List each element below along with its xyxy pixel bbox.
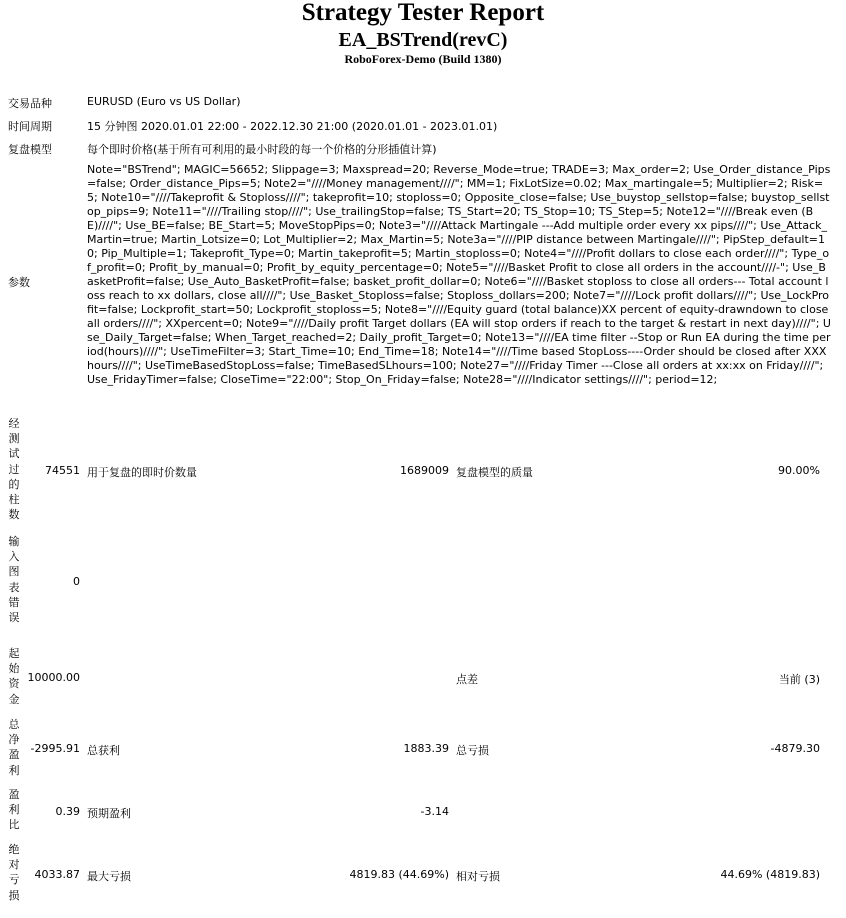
broker-build: RoboForex-Demo (Build 1380) <box>344 52 502 66</box>
spread-value: 当前 (3) <box>778 673 820 686</box>
bars-label: 经测试过的柱数 <box>8 417 20 522</box>
netprofit-value: -2995.91 <box>30 742 80 755</box>
ticks-label: 用于复盘的即时价数量 <box>87 466 197 479</box>
mismatch-value: 0 <box>73 575 80 588</box>
payoff-label: 预期盈利 <box>87 807 131 820</box>
spread-label: 点差 <box>456 673 478 686</box>
reldd-value: 44.69% (4819.83) <box>720 868 820 881</box>
model-value: 每个即时价格(基于所有可利用的最小时段的每一个价格的分形插值计算) <box>87 143 437 156</box>
absdd-label: 绝对亏损 <box>8 843 20 902</box>
bars-value: 74551 <box>45 464 80 477</box>
params-value: Note="BSTrend"; MAGIC=56652; Slippage=3; Maxspread=20; Reverse_Mode=true; TRADE=3; Max_order=2; Use_Order_distance_Pips=false; Order_distance_Pips=5; Note2="////Money management////"; MM=1; FixLotSize=0.02; Max_martingale=5; Multiplier=2; Risk=5; Note10="////Takeprofit & Stoploss////"; takeprofit=10; stoploss=0; Opposite_close=false; Use_buystop_sellstop=false; buystop_sellstop_pips=9; Note11="////Trailing stop////"; Use_trailingStop=false; TS_Start=20; TS_Stop=10; TS_Step=5; Note12="////Break even (BE)////"; Use_BE=false; BE_Start=5; MoveStopPips=0; Note3="////Attack Martingale ---Add multiple order every xx pips////"; Use_Attack_Martin=true; Martin_Lotsize=0; Lot_Multiplier=2; Max_Martin=5; Note3a="////PIP distance between Martingale////"; PipStep_default=10; Pip_Multiple=1; Takeprofit_Type=0; Martin_takeprofit=5; Martin_stoploss=0; Note4="////Profit dollars to close each order////"; Type_of_profit=0; Profit_by_manual=0; Profit_by_equity_percentage=0; Note5="////Basket Profit to close all orders in the account////-"; Use_BasketProfit=false; Use_Auto_BasketProfit=false; basket_profit_dollar=0; Note6="////Basket stoploss to close all orders--- Total account loss reach to xx dollars, close all////"; Use_Basket_Stoploss=false; Stoploss_dollars=200; Note7="////Lock profit dollars////"; Use_LockProfit=false; Lockprofit_start=50; Lockprofit_stoploss=5; Note8="////Equity guard (total balance)XX percent of equity-drawndown to close all orders////"; XXpercent=0; Note9="////Daily profit Target dollars (EA will stop orders if reach to the target & restart in next day)////"; Use_Daily_Target=false; When_Target_reached=2; Daily_profit_Target=0; Note13="////EA time filter --Stop or Run EA during the time period(hours)////"; UseTimeFilter=3; Start_Time=10; End_Time=18; Note14="////Time based StopLoss----Order should be closed after XXX hours////"; UseTimeBasedStopLoss=false; TimeBasedSLhours=100; Note27="////Friday Timer ---Close all orders at xx:xx on Friday////"; Use_FridayTimer=false; CloseTime="22:00"; Stop_On_Friday=false; Note28="////Indicator settings////"; period=12; <box>87 163 831 386</box>
model-label: 复盘模型 <box>8 143 52 156</box>
maxdd-value: 4819.83 (44.69%) <box>349 868 449 881</box>
ea-name: EA_BSTrend(revC) <box>338 29 508 51</box>
payoff-value: -3.14 <box>420 805 449 818</box>
pf-label: 盈利比 <box>8 788 20 832</box>
deposit-label: 起始资金 <box>8 647 20 706</box>
grossloss-value: -4879.30 <box>770 742 820 755</box>
pf-value: 0.39 <box>55 805 80 818</box>
deposit-value: 10000.00 <box>27 671 80 684</box>
params-label: 参数 <box>8 276 30 289</box>
quality-label: 复盘模型的质量 <box>456 466 533 479</box>
grossprofit-label: 总获利 <box>87 744 120 757</box>
reldd-label: 相对亏损 <box>456 870 500 883</box>
symbol-value: EURUSD (Euro vs US Dollar) <box>87 95 241 108</box>
quality-value: 90.00% <box>778 464 820 477</box>
absdd-value: 4033.87 <box>34 868 80 881</box>
symbol-label: 交易品种 <box>8 97 52 110</box>
maxdd-label: 最大亏损 <box>87 870 131 883</box>
ticks-value: 1689009 <box>400 464 449 477</box>
netprofit-label: 总净盈利 <box>8 718 20 777</box>
period-value: 15 分钟图 2020.01.01 22:00 - 2022.12.30 21:00 (2020.01.01 - 2023.01.01) <box>87 120 498 133</box>
report-title: Strategy Tester Report <box>301 0 545 26</box>
grossloss-label: 总亏损 <box>456 744 489 757</box>
period-label: 时间周期 <box>8 120 52 133</box>
mismatch-label: 输入图表错误 <box>8 535 20 625</box>
grossprofit-value: 1883.39 <box>403 742 449 755</box>
